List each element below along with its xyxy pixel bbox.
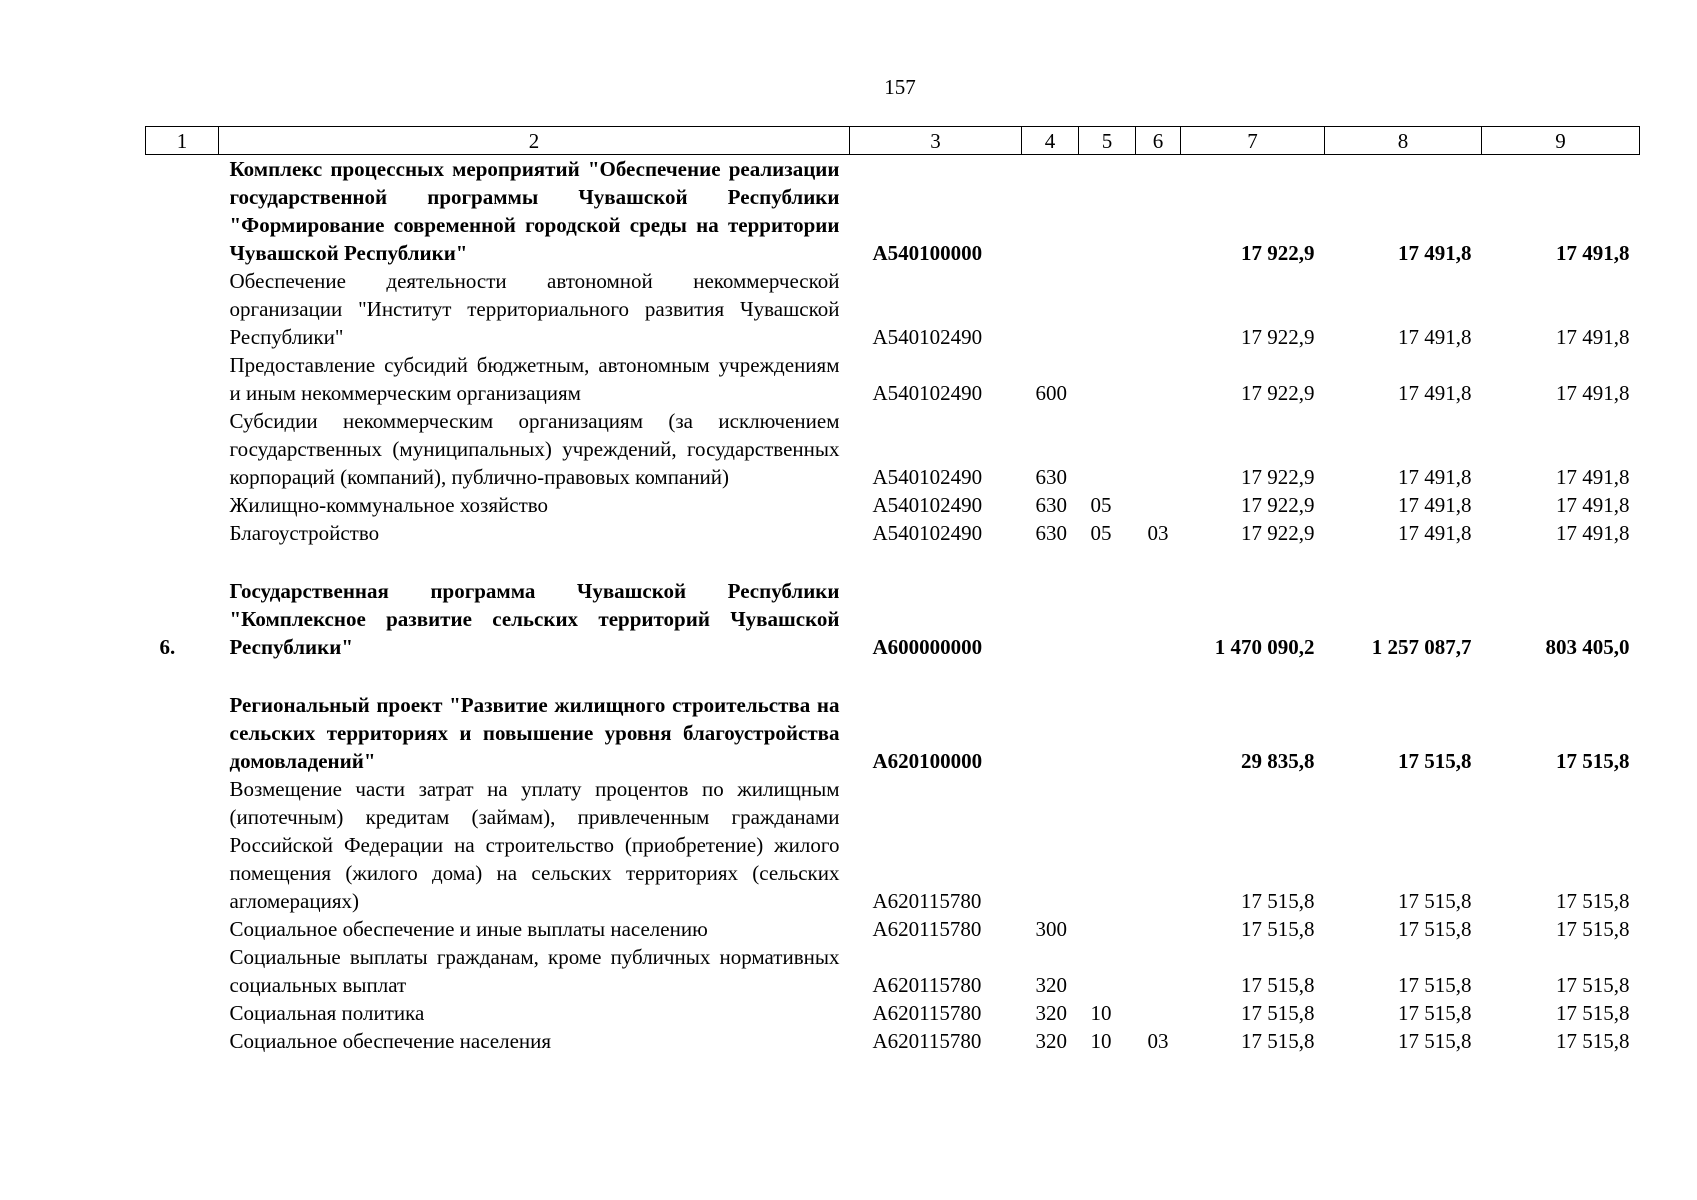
row-value-col9: 17 515,8 (1556, 889, 1630, 913)
row-subsection (1136, 999, 1181, 1027)
row-index (146, 351, 219, 407)
row-section (1079, 691, 1136, 775)
row-index (146, 943, 219, 999)
row-expense-type (1022, 775, 1079, 915)
row-value-col7: 17 515,8 (1241, 1001, 1315, 1025)
row-section (1079, 267, 1136, 351)
row-section (1079, 351, 1136, 407)
row-value-col8: 17 491,8 (1398, 325, 1472, 349)
row-value-col7: 17 922,9 (1241, 381, 1315, 405)
row-value-col9: 803 405,0 (1545, 635, 1630, 659)
row-value-col9: 17 491,8 (1556, 241, 1630, 265)
row-name: Региональный проект "Развитие жилищного строительства на сельских территориях и повышение уровня благоустройства домовладений" (229, 693, 840, 773)
row-value-col8: 17 491,8 (1398, 493, 1472, 517)
row-expense-type (1022, 155, 1079, 268)
row-value-col7: 1 470 090,2 (1214, 635, 1315, 659)
header-col-3: 3 (850, 127, 1022, 155)
row-value-col8: 1 257 087,7 (1371, 635, 1472, 659)
row-value-col9: 17 515,8 (1556, 1001, 1630, 1025)
row-subsection (1136, 491, 1181, 519)
row-value-col9: 17 491,8 (1556, 493, 1630, 517)
row-code: А540100000 (872, 241, 983, 265)
row-value-col9: 17 491,8 (1556, 465, 1630, 489)
row-code: А620100000 (872, 749, 983, 773)
row-index (146, 267, 219, 351)
row-section: 05 (1090, 493, 1112, 517)
row-subsection (1136, 691, 1181, 775)
row-section (1079, 577, 1136, 661)
row-subsection: 03 (1147, 1029, 1169, 1053)
header-col-6: 6 (1136, 127, 1181, 155)
page-number: 157 (884, 75, 916, 99)
row-code: А620115780 (872, 1029, 982, 1053)
row-value-col7: 17 922,9 (1241, 465, 1315, 489)
row-value-col8: 17 491,8 (1398, 381, 1472, 405)
row-code: А540102490 (872, 381, 983, 405)
table-row (146, 915, 1640, 943)
table-row (146, 775, 1640, 915)
row-value-col7: 17 515,8 (1241, 917, 1315, 941)
row-value-col9: 17 515,8 (1556, 917, 1630, 941)
row-name: Комплекс процессных мероприятий "Обеспечение реализации государственной программы Чувашской Республики "Формирование современной городской среды на территории Чувашской Республики" (229, 157, 840, 265)
row-name: Социальное обеспечение населения (229, 1029, 552, 1053)
row-spacer-cell (146, 661, 1640, 691)
row-subsection: 03 (1147, 521, 1169, 545)
row-code: А620115780 (872, 973, 982, 997)
header-col-8: 8 (1325, 127, 1482, 155)
row-section (1079, 915, 1136, 943)
row-expense-type: 320 (1035, 973, 1067, 997)
row-subsection (1136, 407, 1181, 491)
row-expense-type (1022, 577, 1079, 661)
row-spacer (146, 547, 1640, 577)
row-value-col8: 17 491,8 (1398, 241, 1472, 265)
row-value-col7: 29 835,8 (1241, 749, 1315, 773)
table-row (146, 943, 1640, 999)
table-row (146, 577, 1640, 661)
table-row (146, 267, 1640, 351)
row-index (146, 691, 219, 775)
row-value-col9: 17 491,8 (1556, 521, 1630, 545)
row-section (1079, 775, 1136, 915)
row-subsection (1136, 915, 1181, 943)
row-section (1079, 407, 1136, 491)
row-index (146, 915, 219, 943)
row-subsection (1136, 775, 1181, 915)
table-row (146, 519, 1640, 547)
row-spacer (146, 661, 1640, 691)
row-value-col8: 17 491,8 (1398, 521, 1472, 545)
row-section: 10 (1090, 1001, 1112, 1025)
row-code: А620115780 (872, 889, 982, 913)
row-name: Возмещение части затрат на уплату процентов по жилищным (ипотечным) кредитам (займам), привлеченным гражданами Российской Федерации на строительство (приобретение) жилого помещения (жилого дома) на сельских территориях (сельских агломерациях) (229, 777, 840, 913)
row-subsection (1136, 943, 1181, 999)
row-section: 05 (1090, 521, 1112, 545)
row-name: Предоставление субсидий бюджетным, автономным учреждениям и иным некоммерческим организациям (229, 353, 840, 405)
row-value-col9: 17 515,8 (1556, 749, 1630, 773)
row-value-col8: 17 515,8 (1398, 1001, 1472, 1025)
row-value-col9: 17 515,8 (1556, 1029, 1630, 1053)
row-value-col7: 17 515,8 (1241, 973, 1315, 997)
header-col-2: 2 (219, 127, 850, 155)
row-index (146, 1027, 219, 1055)
row-name: Государственная программа Чувашской Республики "Комплексное развитие сельских территорий Чувашской Республики" (229, 579, 840, 659)
row-expense-type: 600 (1035, 381, 1067, 405)
row-index (146, 519, 219, 547)
row-value-col7: 17 922,9 (1241, 493, 1315, 517)
header-col-5: 5 (1079, 127, 1136, 155)
row-expense-type: 300 (1035, 917, 1067, 941)
row-index (146, 155, 219, 268)
row-expense-type (1022, 691, 1079, 775)
row-value-col7: 17 515,8 (1241, 889, 1315, 913)
row-index (146, 999, 219, 1027)
row-value-col8: 17 515,8 (1398, 917, 1472, 941)
row-value-col7: 17 922,9 (1241, 325, 1315, 349)
header-col-1: 1 (146, 127, 219, 155)
table-row (146, 351, 1640, 407)
row-expense-type: 630 (1035, 465, 1067, 489)
row-code: А620115780 (872, 917, 982, 941)
row-index (146, 407, 219, 491)
row-expense-type (1022, 267, 1079, 351)
row-name: Обеспечение деятельности автономной некоммерческой организации "Институт территориального развития Чувашской Республики" (229, 269, 840, 349)
row-index (146, 491, 219, 519)
row-name: Социальное обеспечение и иные выплаты населению (229, 917, 708, 941)
row-code: А540102490 (872, 493, 983, 517)
row-code: А540102490 (872, 465, 983, 489)
row-name: Субсидии некоммерческим организациям (за исключением государственных (муниципальных) учреждений, государственных корпораций (компаний), публично-правовых компаний) (229, 409, 840, 489)
table-row (146, 1027, 1640, 1055)
header-col-4: 4 (1022, 127, 1079, 155)
row-value-col8: 17 515,8 (1398, 749, 1472, 773)
row-expense-type: 320 (1035, 1001, 1067, 1025)
row-expense-type: 320 (1035, 1029, 1067, 1053)
row-subsection (1136, 155, 1181, 268)
header-col-7: 7 (1181, 127, 1325, 155)
row-expense-type: 630 (1035, 493, 1067, 517)
table-row (146, 491, 1640, 519)
row-value-col8: 17 515,8 (1398, 973, 1472, 997)
row-name: Социальная политика (229, 1001, 425, 1025)
table-row (146, 691, 1640, 775)
table-row (146, 155, 1640, 268)
table-row (146, 407, 1640, 491)
row-section (1079, 155, 1136, 268)
row-index: 6. (159, 635, 176, 659)
row-name: Социальные выплаты гражданам, кроме публичных нормативных социальных выплат (229, 945, 840, 997)
table-header (146, 127, 1640, 155)
row-value-col7: 17 922,9 (1241, 241, 1315, 265)
row-value-col8: 17 515,8 (1398, 889, 1472, 913)
row-name: Жилищно-коммунальное хозяйство (229, 493, 549, 517)
row-value-col7: 17 922,9 (1241, 521, 1315, 545)
row-value-col8: 17 515,8 (1398, 1029, 1472, 1053)
row-value-col9: 17 491,8 (1556, 381, 1630, 405)
header-col-9: 9 (1482, 127, 1640, 155)
row-code: А620115780 (872, 1001, 982, 1025)
table-row (146, 999, 1640, 1027)
row-subsection (1136, 351, 1181, 407)
row-section (1079, 943, 1136, 999)
row-expense-type: 630 (1035, 521, 1067, 545)
row-value-col9: 17 491,8 (1556, 325, 1630, 349)
budget-table (145, 126, 1640, 1055)
row-code: А540102490 (872, 521, 983, 545)
row-code: А600000000 (872, 635, 983, 659)
row-section: 10 (1090, 1029, 1112, 1053)
row-spacer-cell (146, 547, 1640, 577)
row-code: А540102490 (872, 325, 983, 349)
row-index (146, 775, 219, 915)
row-subsection (1136, 577, 1181, 661)
row-value-col7: 17 515,8 (1241, 1029, 1315, 1053)
row-value-col8: 17 491,8 (1398, 465, 1472, 489)
table-body (146, 155, 1640, 1056)
row-value-col9: 17 515,8 (1556, 973, 1630, 997)
row-subsection (1136, 267, 1181, 351)
row-name: Благоустройство (229, 521, 380, 545)
